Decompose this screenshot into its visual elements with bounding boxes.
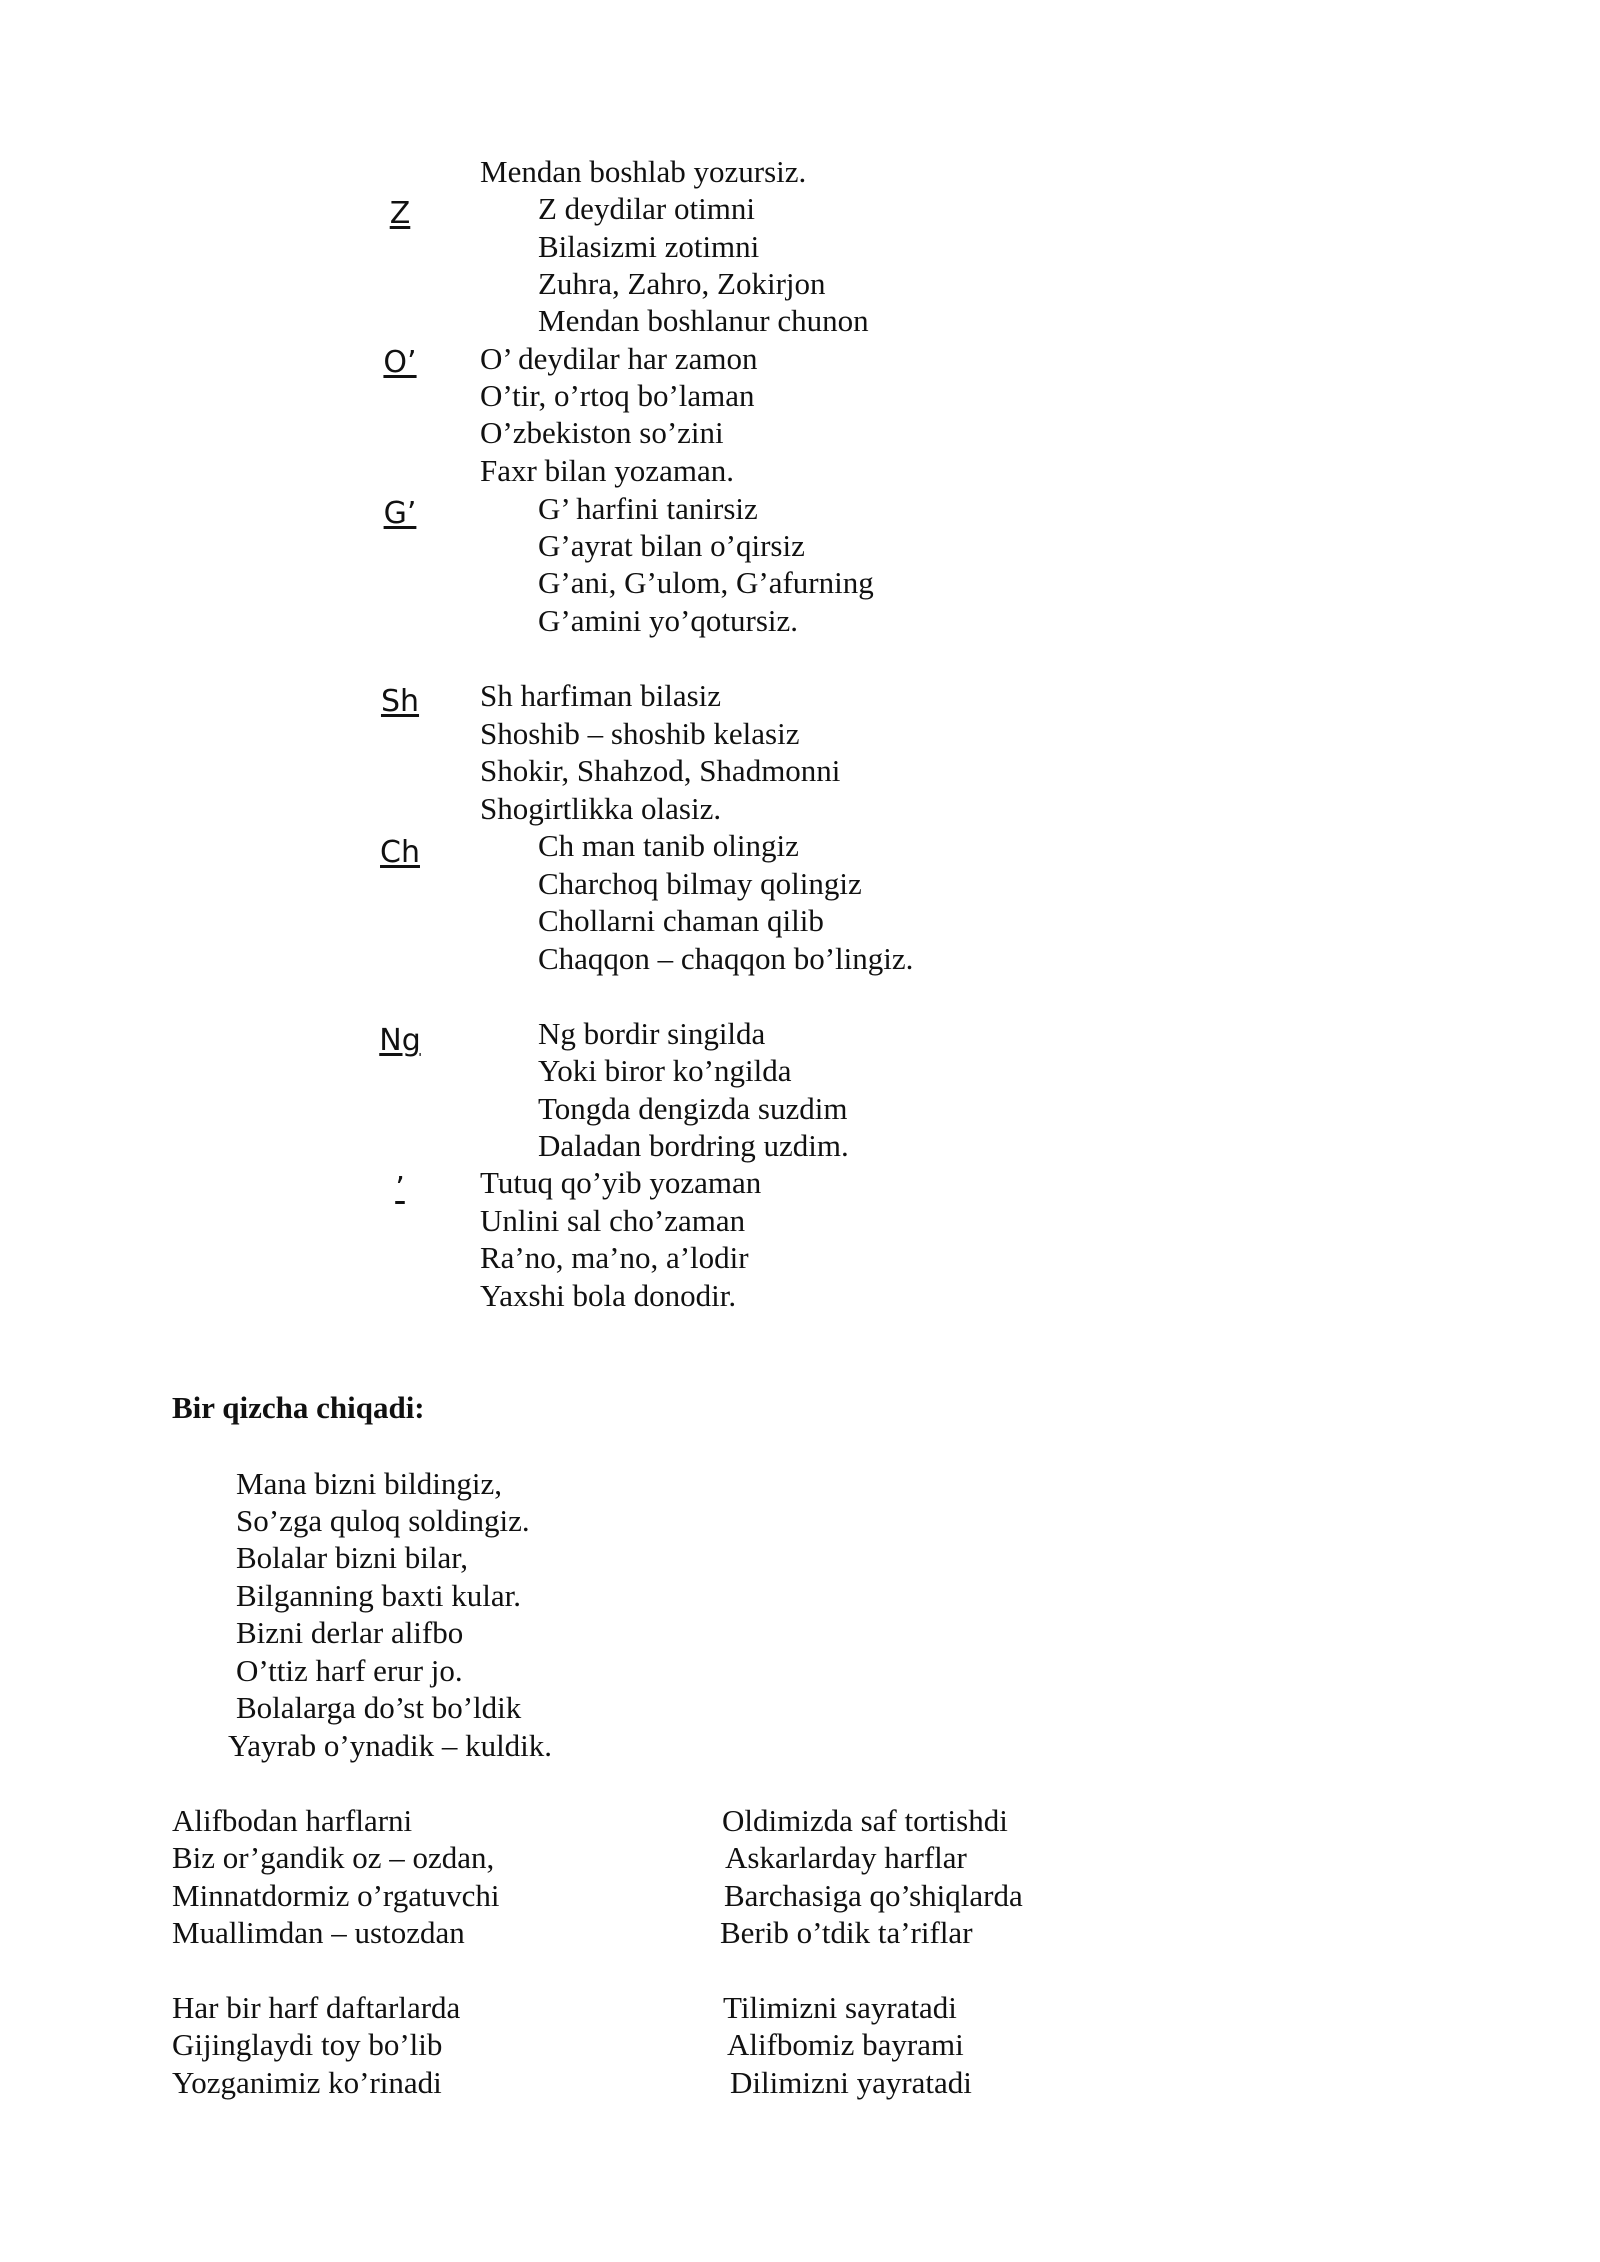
- poem-line: Tongda dengizda suzdim: [538, 1091, 848, 1126]
- poem-line: Chaqqon – chaqqon bo’lingiz.: [538, 941, 914, 976]
- left-column-line: Minnatdormiz o’rgatuvchi: [172, 1878, 500, 1913]
- poem-line: Mendan boshlanur chunon: [538, 303, 869, 338]
- poem-line: Zuhra, Zahro, Zokirjon: [538, 266, 826, 301]
- poem-line: Tutuq qo’yib yozaman: [480, 1165, 762, 1200]
- poem-line: O’ deydilar har zamon: [480, 341, 758, 376]
- left-column-line: Har bir harf daftarlarda: [172, 1990, 461, 2025]
- poem-line: Shogirtlikka olasiz.: [480, 791, 722, 826]
- poem-line: O’tir, o’rtoq bo’laman: [480, 378, 755, 413]
- poem-line: G’ani, G’ulom, G’afurning: [538, 565, 874, 600]
- section-heading: Bir qizcha chiqadi:: [172, 1390, 425, 1425]
- poem-line: Ch man tanib olingiz: [538, 828, 799, 863]
- verse-line: Yayrab o’ynadik – kuldik.: [228, 1728, 553, 1763]
- poem-line: Sh harfiman bilasiz: [480, 678, 722, 713]
- right-column-line: Berib o’tdik ta’riflar: [720, 1915, 973, 1950]
- poem-line: Chollarni chaman qilib: [538, 903, 824, 938]
- letter-sh: Sh: [380, 684, 420, 719]
- left-column-line: Alifbodan harflarni: [172, 1803, 413, 1838]
- left-column-line: Gijinglaydi toy bo’lib: [172, 2027, 443, 2062]
- letter-z: Z: [389, 196, 411, 231]
- poem-line: G’ harfini tanirsiz: [538, 491, 758, 526]
- letter-g-apostrophe: G’: [383, 496, 417, 531]
- poem-line: Unlini sal cho’zaman: [480, 1203, 746, 1238]
- poem-line: Charchoq bilmay qolingiz: [538, 866, 862, 901]
- right-column-line: Tilimizni sayratadi: [723, 1990, 957, 2025]
- right-column-line: Askarlarday harflar: [725, 1840, 967, 1875]
- letter-ng: Ng: [379, 1023, 421, 1058]
- verse-line: O’ttiz harf erur jo.: [236, 1653, 463, 1688]
- left-column-line: Biz or’gandik oz – ozdan,: [172, 1840, 495, 1875]
- left-column-line: Yozganimiz ko’rinadi: [172, 2065, 442, 2100]
- poem-line: Z deydilar otimni: [538, 191, 755, 226]
- poem-line: Yoki biror ko’ngilda: [538, 1053, 792, 1088]
- poem-line: O’zbekiston so’zini: [480, 415, 724, 450]
- right-column-line: Barchasiga qo’shiqlarda: [724, 1878, 1023, 1913]
- poem-line: Ng bordir singilda: [538, 1016, 766, 1051]
- poem-line: Shoshib – shoshib kelasiz: [480, 716, 800, 751]
- right-column-line: Alifbomiz bayrami: [727, 2027, 964, 2062]
- left-column-line: Muallimdan – ustozdan: [172, 1915, 465, 1950]
- verse-line: Bizni derlar alifbo: [236, 1615, 464, 1650]
- poem-line: Faxr bilan yozaman.: [480, 453, 734, 488]
- verse-line: Bolalarga do’st bo’ldik: [236, 1690, 522, 1725]
- poem-line: Mendan boshlab yozursiz.: [480, 154, 807, 189]
- poem-line: G’amini yo’qotursiz.: [538, 603, 799, 638]
- poem-line: Shokir, Shahzod, Shadmonni: [480, 753, 841, 788]
- right-column-line: Oldimizda saf tortishdi: [722, 1803, 1008, 1838]
- poem-line: Ra’no, ma’no, a’lodir: [480, 1240, 749, 1275]
- verse-line: Mana bizni bildingiz,: [236, 1466, 503, 1501]
- right-column-line: Dilimizni yayratadi: [730, 2065, 972, 2100]
- poem-line: Yaxshi bola donodir.: [480, 1278, 737, 1313]
- verse-line: Bolalar bizni bilar,: [236, 1540, 469, 1575]
- verse-line: So’zga quloq soldingiz.: [236, 1503, 530, 1538]
- letter-tutuq: ’: [395, 1171, 405, 1206]
- poem-line: G’ayrat bilan o’qirsiz: [538, 528, 805, 563]
- letter-ch: Ch: [380, 835, 420, 870]
- letter-o-apostrophe: O’: [383, 345, 417, 380]
- verse-line: Bilganning baxti kular.: [236, 1578, 521, 1613]
- poem-line: Daladan bordring uzdim.: [538, 1128, 849, 1163]
- poem-line: Bilasizmi zotimni: [538, 229, 760, 264]
